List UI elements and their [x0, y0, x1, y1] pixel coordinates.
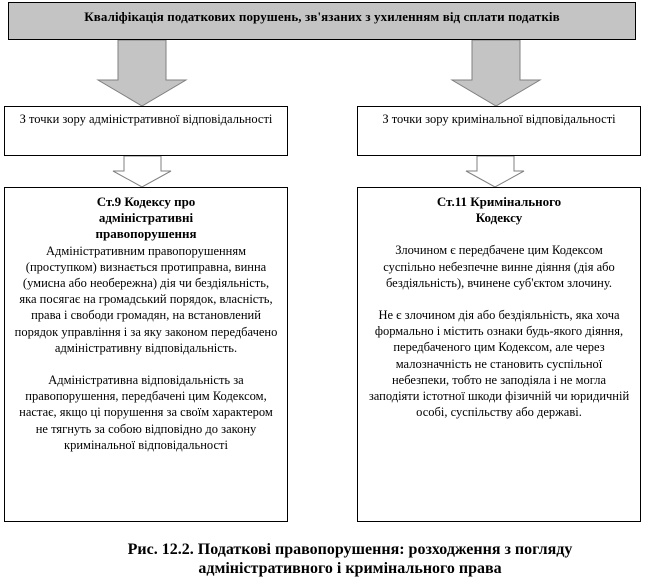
admin-article-paragraph-1: Адміністративним правопорушенням (проступком) визнається протиправна, винна (умисна або необережна) дія чи бездіяльність, яка посягає на громадський порядок, власність, права і свободи громадян, на встановлений порядок управління і за яку законом передбачено адміністративну відповідальність. [14, 243, 278, 355]
small-arrow-admin [113, 156, 171, 187]
administrative-liability-label: З точки зору адміністративної відповідальності [19, 112, 273, 126]
criminal-liability-label: З точки зору кримінальної відповідальності [382, 112, 616, 126]
admin-article-paragraph-2: Адміністративна відповідальність за правопорушення, передбачені цим Кодексом, настає, якщо ці порушення за своїм характером не тягнуть за собою відповідно до закону кримінальної відповідальності [19, 373, 273, 452]
arrow-to-criminal-branch [452, 40, 540, 106]
criminal-article-heading: Ст.11 Кримінального Кодексу [436, 194, 562, 226]
criminal-code-article-box [357, 187, 641, 522]
criminal-article-paragraph-1: Злочином є передбачене цим Кодексом суспільно небезпечне винне діяння (дія або бездіяльність), вчинене суб'єктом злочину. [383, 243, 615, 290]
classification-header-box [8, 2, 636, 40]
criminal-liability-box [357, 106, 641, 156]
small-arrow-criminal [466, 156, 524, 187]
admin-code-article-box [4, 187, 288, 522]
arrow-to-admin-branch [98, 40, 186, 106]
figure-caption [60, 540, 640, 578]
admin-article-heading: Ст.9 Кодексу про адміністративні правопорушення [95, 194, 197, 242]
classification-header-text: Кваліфікація податкових порушень, зв'язаних з ухиленням від сплати податків [84, 9, 560, 24]
figure-caption-line-2: адміністративного і кримінального права [198, 560, 502, 577]
figure-caption-line-1: Рис. 12.2. Податкові правопорушення: розходження з погляду [127, 541, 573, 558]
administrative-liability-box [4, 106, 288, 156]
criminal-article-paragraph-2: Не є злочином дія або бездіяльність, яка хоча формально і містить ознаки будь-якого діяння, передбаченого цим Кодексом, але через малозначність не становить суспільної небезпеки, тобто не заподіяла і не могла заподіяти істотної шкоди фізичній чи юридичній особі, суспільству або державі. [368, 308, 630, 420]
